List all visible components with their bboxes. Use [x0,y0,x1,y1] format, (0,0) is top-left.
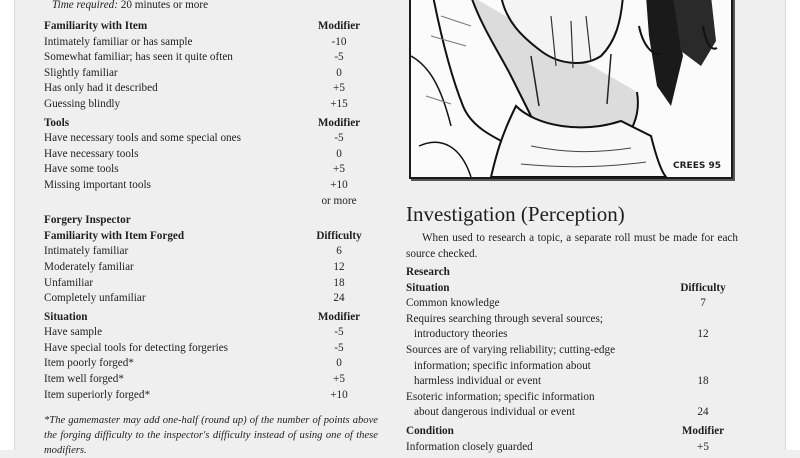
row-value: +10 [330,178,348,191]
familiarity-header-row [44,19,374,35]
row-label: Have necessary tools [44,147,139,160]
row-value: -5 [334,132,344,145]
table-row [44,66,374,82]
table-row [44,325,374,341]
situation-header: Situation [406,281,450,294]
table-row [44,356,374,372]
row-value: 18 [333,276,345,289]
investigation-title: Investigation (Perception) [406,202,625,226]
table-row [44,162,374,178]
situation-header: Situation [44,310,88,323]
familiarity-header: Familiarity with Item [44,20,148,32]
row-label: Missing important tools [44,178,151,191]
row-value: -5 [334,341,344,354]
row-label: Moderately familiar [44,260,134,273]
row-value: 6 [336,245,342,258]
situation-header-row [44,310,374,326]
illustration [409,0,733,179]
tools-header: Tools [44,116,70,129]
table-row [44,260,374,276]
research-header-row [406,265,738,281]
row-value: -5 [334,51,344,64]
row-value: -10 [331,35,347,48]
condition-header-row [406,424,738,440]
row-value: +5 [333,163,345,176]
table-row [44,131,374,147]
research-header: Research [406,266,450,278]
situation-header-row [406,281,738,297]
row-label: Has only had it described [44,82,158,95]
row-label: about dangerous individual or event [414,406,575,419]
row-value: 0 [336,66,342,79]
condition-header: Condition [406,424,454,437]
row-label: information; specific information about [414,359,591,372]
table-row [406,296,738,312]
inspector-title-row [44,213,374,229]
table-row [44,291,374,307]
row-label: Have special tools for detecting forgeries [44,341,229,354]
row-label: Have necessary tools and some special ones [44,132,241,145]
row-label: Requires searching through several sources; [406,312,603,325]
row-value: 24 [697,406,709,419]
row-label: Unfamiliar [44,276,94,289]
table-row [406,440,738,456]
row-value: 18 [697,375,709,388]
table-row [44,341,374,357]
tools-modifier-header: Modifier [317,116,361,129]
time-required-value: 20 minutes or more [120,0,209,11]
row-label: Item poorly forged* [44,357,134,370]
time-required-label: Time required: [52,0,118,11]
table-row [406,343,738,390]
table-row [44,178,374,194]
left-column [44,19,374,403]
page-edge-right [785,0,800,450]
illustration-signature: CREES 95 [673,161,721,171]
row-value: +5 [333,373,345,386]
row-label: Have sample [44,326,103,339]
table-row [44,372,374,388]
row-value: 12 [697,328,709,341]
row-label: Sources are of varying reliability; cutting-edge [406,343,616,356]
row-label: Guessing blindly [44,97,121,110]
table-row [44,81,374,97]
row-value: 24 [333,292,345,305]
row-label: Intimately familiar [44,245,129,258]
table-row [44,147,374,163]
table-row [44,194,374,210]
row-value: +15 [330,97,348,110]
table-row [406,390,738,421]
row-label: Somewhat familiar; has seen it quite often [44,51,233,64]
row-value: +10 [330,388,348,401]
inspector-title: Forgery Inspector [44,214,131,227]
row-label: Have some tools [44,163,119,176]
row-label: Item well forged* [44,373,124,386]
row-value: 7 [700,297,706,310]
time-required [52,0,208,11]
row-label: Information closely guarded [406,440,533,453]
row-value: +5 [333,82,345,95]
footnote: *The gamemaster may add one-half (round up) of the number of points above the forging difficulty to the inspector's difficulty instead of using one of these modifiers. [44,415,378,456]
inspector-header-row [44,229,374,245]
table-row [44,388,374,404]
investigation-table [406,265,738,455]
difficulty-header: Difficulty [680,281,726,294]
table-row [44,276,374,292]
page-edge-left [0,0,15,450]
table-row [44,35,374,51]
familiarity-modifier-header: Modifier [317,20,361,32]
row-label: Common knowledge [406,297,500,310]
row-label: Completely unfamiliar [44,292,146,305]
row-value: 12 [333,260,345,273]
row-value: 0 [336,147,342,160]
tools-header-row [44,116,374,132]
row-label: Slightly familiar [44,66,118,79]
inspector-header: Familiarity with Item Forged [44,229,185,242]
row-label: introductory theories [414,328,508,341]
situation-modifier-header: Modifier [317,310,361,323]
row-label: Esoteric information; specific information [406,390,595,403]
inspector-difficulty-header: Difficulty [316,229,362,242]
row-value: -5 [334,326,344,339]
row-value: 0 [336,357,342,370]
row-label: harmless individual or event [414,375,542,388]
illustration-drawing [411,0,731,177]
investigation-intro: When used to research a topic, a separate roll must be made for each source checked. [406,232,738,260]
row-value: +5 [697,440,709,453]
table-row [44,97,374,113]
table-row [44,50,374,66]
condition-modifier-header: Modifier [681,424,725,437]
table-row [44,244,374,260]
row-label: Intimately familiar or has sample [44,35,193,48]
table-row [406,312,738,343]
row-label: Item superiorly forged* [44,388,151,401]
tools-extra: or more [321,194,357,207]
